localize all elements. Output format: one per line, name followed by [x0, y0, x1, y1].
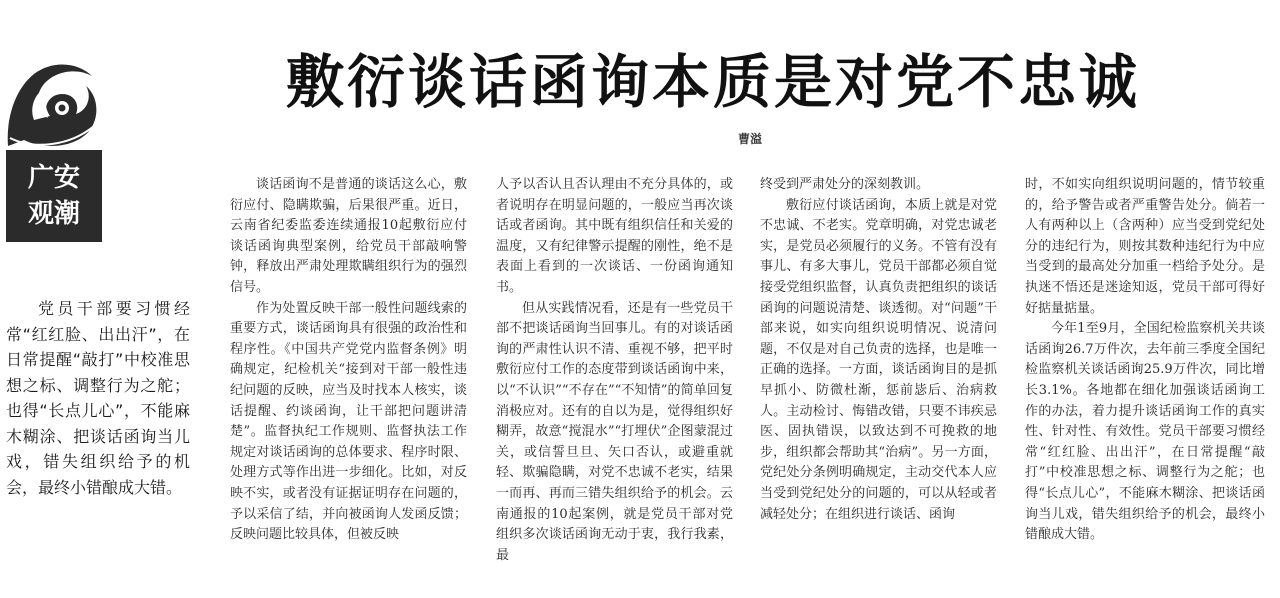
paragraph: 时，不如实向组织说明问题的，情节较重的，给予警告或者严重警告处分。倘若一人有两种以上（含两种）应当受到党纪处分的违纪行为，则按其数种违纪行为中应当受到的最高处分加重一档给予处分。是执迷不悟还是迷途知返，党员干部可得好好掂量掂量。: [1025, 177, 1265, 316]
paragraph: 敷衍应付谈话函询，本质上就是对党不忠诚、不老实。党章明确，对党忠诚老实，是党员必须履行的义务。不管有没有事儿、有多大事儿，党员干部都必须自觉接受党组织监督，认真负责把组织的谈话函询的问题说清楚、谈透彻。对“问题”干部来说，如实向组织说明情况、说清问题，不仅是对自己负责的选择，也是唯一正确的选择。一方面，谈话函询目的是抓早抓小、防微杜渐，惩前毖后、治病救人。主动检讨、悔错改错，只要不讳疾忌医、固执错误，以致达到不可挽救的地步，组织都会帮助其“治病”。另一方面，党纪处分条例明确规定，主动交代本人应当受到党纪处分的问题的，可以从轻或者减轻处分；在组织进行谈话、函询: [760, 197, 997, 522]
column-badge-line2: 观潮: [27, 199, 80, 229]
article-summary: 党员干部要习惯经常“红红脸、出出汗”，在日常提醒“敲打”中校准思想之标、调整行为之舵；也得“长点儿心”，不能麻木糊涂、把谈话函询当儿戏，错失组织给予的机会，最终小错酿成大错。: [6, 299, 190, 497]
column-badge: [6, 150, 102, 242]
paragraph: 终受到严肃处分的深刻教训。: [760, 177, 930, 192]
article-column-4: [1025, 175, 1265, 546]
article-column-2: [496, 175, 733, 566]
paragraph: 今年1至9月，全国纪检监察机关共谈话函询26.7万件次，去年前三季度全国纪检监察机关谈话函询25.9万件次，同比增长3.1%。各地都在细化加强谈话函询工作的办法，着力提升谈话函询工作的真实性、针对性、有效性。党员干部要习惯经常“红红脸、出出汗”，在日常提醒“敲打”中校准思想之标、调整行为之舵；也得“长点儿心”，不能麻木糊涂、把谈话函询当儿戏，错失组织给予的机会，最终小错酿成大错。: [1025, 321, 1265, 543]
paragraph: 作为处置反映干部一般性问题线索的重要方式，谈话函询具有很强的政治性和程序性。《中国共产党党内监督条例》明确规定，纪检机关“接到对干部一般性违纪问题的反映，应当及时找本人核实，谈话提醒、约谈函询，让干部把问题讲清楚”。监督执纪工作规则、监督执法工作规定对谈话函询的总体要求、程序时限、处理方式等作出进一步细化。比如，对反映不实，或者没有证据证明存在问题的，予以采信了结，并向被函询人发函反馈；反映问题比较具体，但被反映: [230, 300, 467, 543]
paragraph: 谈话函询不是普通的谈话这么心，敷衍应付、隐瞒欺骗，后果很严重。近日，云南省纪委监委连续通报10起敷衍应付谈话函询典型案例，给党员干部敲响警钟，释放出严肃处理欺瞒组织行为的强烈信号。: [230, 177, 467, 295]
column-badge-line1: 广安: [27, 163, 80, 193]
paragraph: 人予以否认且否认理由不充分具体的，或者说明存在明显问题的，一般应当再次谈话或者函询。其中既有组织信任和关爱的温度，又有纪律警示提醒的刚性，绝不是表面上看到的一次谈话、一份函询通知书。: [496, 177, 733, 295]
wave-swirl-logo-icon: [4, 60, 100, 148]
article-column-3: [760, 175, 997, 525]
article-title: 敷衍谈话函询本质是对党不忠诚: [286, 48, 1141, 116]
article-column-1: [230, 175, 467, 546]
article-author: 曹溢: [737, 132, 762, 146]
paragraph: 但从实践情况看，还是有一些党员干部不把谈话函询当回事儿。有的对谈话函询的严肃性认识不清、重视不够，把平时敷衍应付工作的态度带到谈话函询中来，以“不认识”“不存在”“不知情”的简单回复消极应对。还有的自以为是，觉得组织好糊弄，故意“搅混水”“打埋伏”企图蒙混过关，或信誓旦旦、矢口否认，或避重就轻、欺骗隐瞒，对党不忠诚不老实，结果一而再、再而三错失组织给予的机会。云南通报的10起案例，就是党员干部对党组织多次谈话函询无动于衷，我行我素，最: [496, 300, 733, 563]
